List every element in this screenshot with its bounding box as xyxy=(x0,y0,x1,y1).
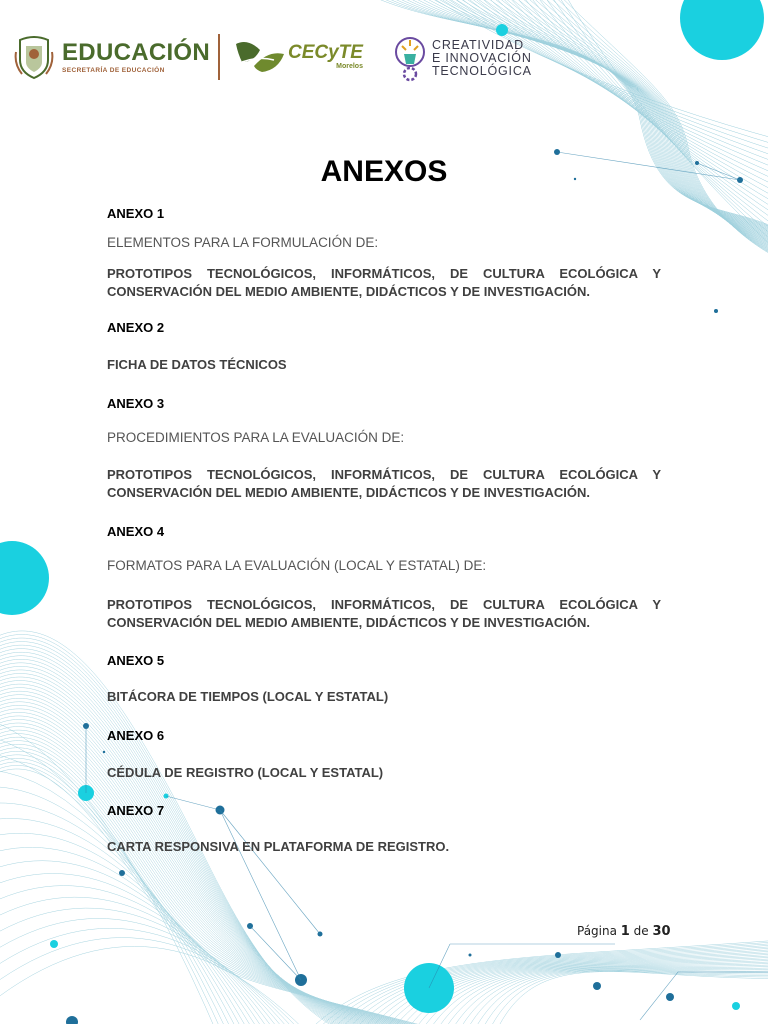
accent-circle xyxy=(0,541,49,615)
page-label: Página xyxy=(577,924,617,938)
annex-body: FICHA DE DATOS TÉCNICOS xyxy=(107,357,287,372)
concurso-line-1: CREATIVIDAD xyxy=(432,37,524,52)
annex-body: PROTOTIPOS TECNOLÓGICOS, INFORMÁTICOS, DE CULTURA ECOLÓGICA Y CONSERVACIÓN DEL MEDIO AMBIENTE, DIDÁCTICOS Y DE INVESTIGACIÓN. xyxy=(107,467,661,500)
annex-heading: ANEXO 7 xyxy=(107,803,165,818)
educacion-seal-icon xyxy=(14,34,54,80)
concurso-line-2: E INNOVACIÓN xyxy=(432,50,532,65)
page-of: de xyxy=(633,924,649,938)
annex-heading: ANEXO 6 xyxy=(107,728,165,743)
concurso-line-3: TECNOLÓGICA xyxy=(432,63,532,78)
annex-body: CARTA RESPONSIVA EN PLATAFORMA DE REGISTRO. xyxy=(107,839,450,854)
annex-intro: PROCEDIMIENTOS PARA LA EVALUACIÓN DE: xyxy=(107,430,405,445)
annex-heading: ANEXO 4 xyxy=(107,524,165,539)
annex-heading: ANEXO 5 xyxy=(107,653,165,668)
page-current: 1 xyxy=(620,924,630,939)
annex-body: PROTOTIPOS TECNOLÓGICOS, INFORMÁTICOS, DE CULTURA ECOLÓGICA Y CONSERVACIÓN DEL MEDIO AMBIENTE, DIDÁCTICOS Y DE INVESTIGACIÓN. xyxy=(107,266,661,299)
annex-heading: ANEXO 3 xyxy=(107,396,165,411)
annex-intro: FORMATOS PARA LA EVALUACIÓN (LOCAL Y ESTATAL) DE: xyxy=(107,558,487,573)
accent-circle xyxy=(680,0,764,60)
educacion-subtitle: SECRETARÍA DE EDUCACIÓN xyxy=(62,66,165,74)
cecyte-title: CECyTE xyxy=(288,41,363,63)
annex-intro: ELEMENTOS PARA LA FORMULACIÓN DE: xyxy=(107,235,379,250)
page-number xyxy=(577,924,671,939)
annex-body: CÉDULA DE REGISTRO (LOCAL Y ESTATAL) xyxy=(107,765,384,780)
educacion-title: EDUCACIÓN xyxy=(62,38,211,66)
annex-list xyxy=(107,0,661,1024)
annex-heading: ANEXO 1 xyxy=(107,206,165,221)
page-total: 30 xyxy=(652,924,671,939)
annex-heading: ANEXO 2 xyxy=(107,320,165,335)
annex-body: BITÁCORA DE TIEMPOS (LOCAL Y ESTATAL) xyxy=(107,689,389,704)
annex-body: PROTOTIPOS TECNOLÓGICOS, INFORMÁTICOS, DE CULTURA ECOLÓGICA Y CONSERVACIÓN DEL MEDIO AMBIENTE, DIDÁCTICOS Y DE INVESTIGACIÓN. xyxy=(107,597,661,630)
cecyte-subtitle: Morelos xyxy=(336,62,363,70)
page-title: ANEXOS xyxy=(320,155,448,188)
